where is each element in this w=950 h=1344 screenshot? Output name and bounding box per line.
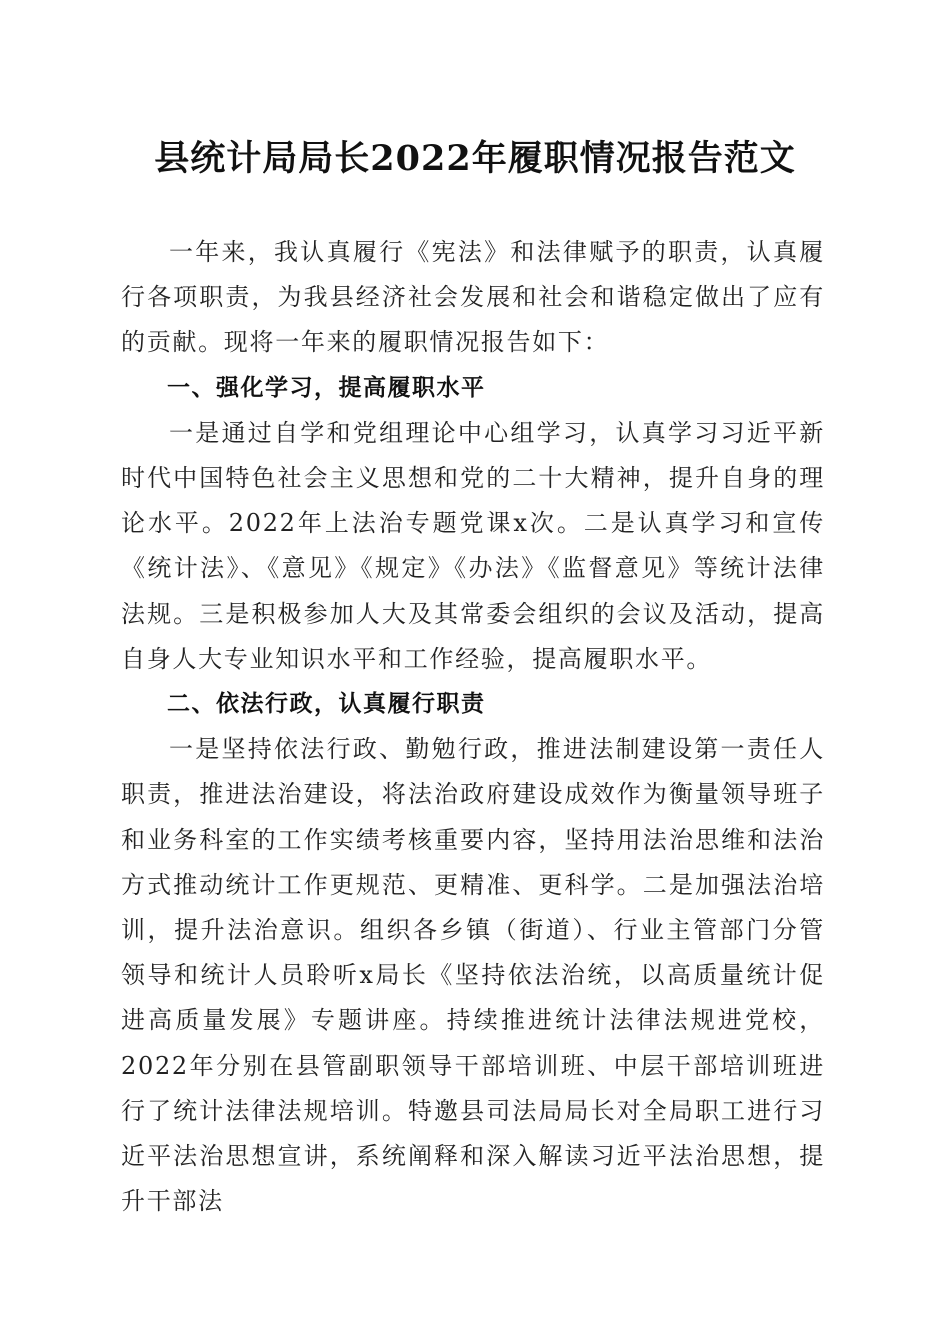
section-heading-1: 一、强化学习，提高履职水平 — [167, 374, 486, 401]
document-body — [121, 230, 825, 1224]
intro-paragraph: 一年来，我认真履行《宪法》和法律赋予的职责，认真履行各项职责，为我县经济社会发展和社会和谐稳定做出了应有的贡献。现将一年来的履职情况报告如下： — [121, 238, 825, 357]
section-heading-2: 二、依法行政，认真履行职责 — [167, 691, 486, 718]
section-paragraph-2: 一是坚持依法行政、勤勉行政，推进法制建设第一责任人职责，推进法治建设，将法治政府建设成效作为衡量领导班子和业务科室的工作实绩考核重要内容，坚持用法治思维和法治方式推动统计工作更规范、更精准、更科学。二是加强法治培训，提升法治意识。组织各乡镇（街道）、行业主管部门分管领导和统计人员聆听x局长《坚持依法治统，以高质量统计促进高质量发展》专题讲座。持续推进统计法律法规进党校，2022年分别在县管副职领导干部培训班、中层干部培训班进行了统计法律法规培训。特邀县司法局局长对全局职工进行习近平法治思想宣讲，系统阐释和深入解读习近平法治思想，提升干部法 — [121, 735, 825, 1216]
document-title: 县统计局局长2022年履职情况报告范文 — [154, 138, 796, 179]
section-paragraph-1: 一是通过自学和党组理论中心组学习，认真学习习近平新时代中国特色社会主义思想和党的二十大精神，提升自身的理论水平。2022年上法治专题党课x次。二是认真学习和宣传《统计法》、《意见》《规定》《办法》《监督意见》等统计法律法规。三是积极参加人大及其常委会组织的会议及活动，提高自身人大专业知识水平和工作经验，提高履职水平。 — [121, 418, 825, 673]
